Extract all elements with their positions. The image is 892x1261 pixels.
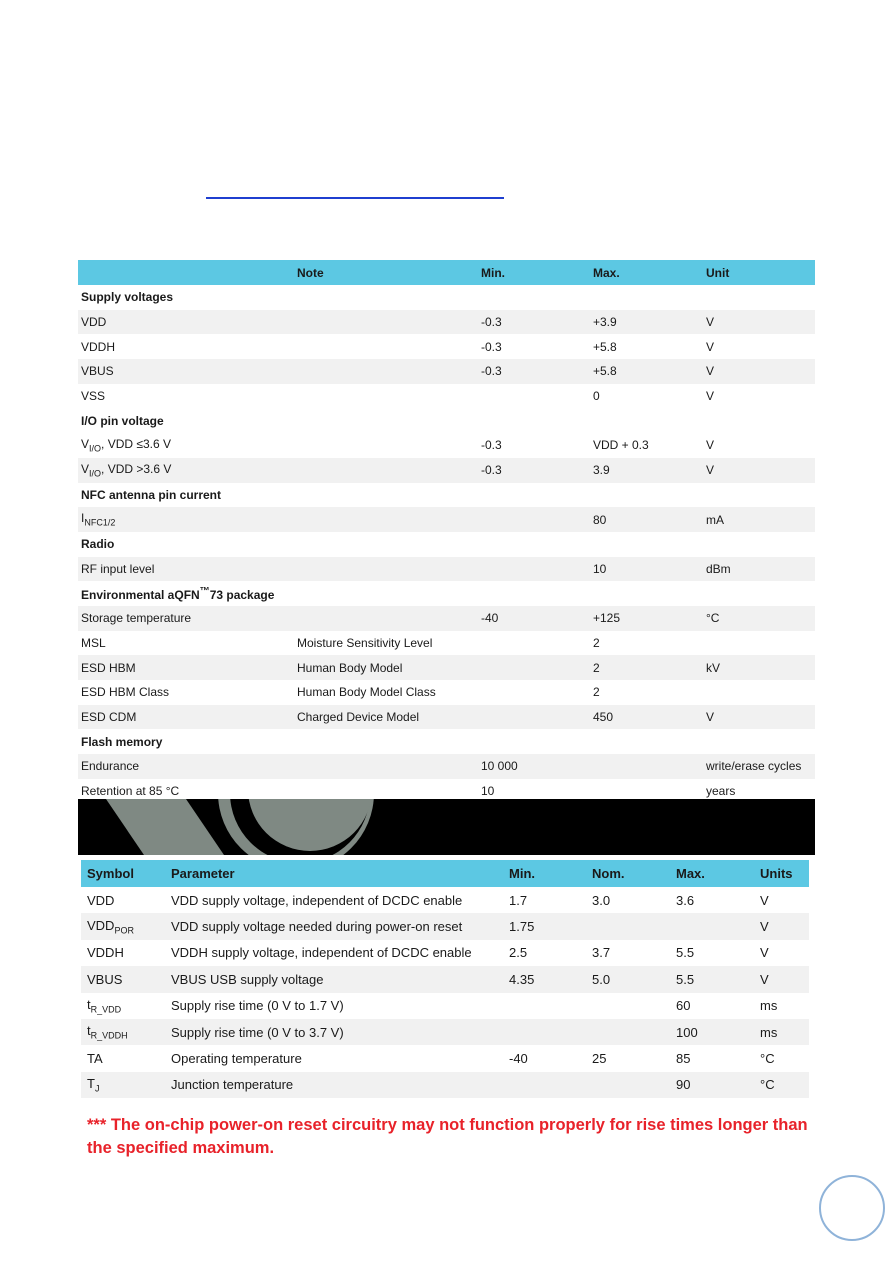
link-underline [206,197,504,199]
parameter-main: V [81,461,90,476]
table-row [78,359,815,384]
parameter-cell: Radio [81,537,115,552]
unit-cell: write/erase cycles [703,754,815,779]
table-row [81,1072,809,1098]
symbol-cell [81,913,165,939]
parameter-cell [78,458,294,483]
parameter-subscript: NFC1/2 [84,517,116,528]
unit-cell: dBm [703,557,815,582]
parameter-subscript: I/O [89,443,102,454]
parameter-cell: Storage temperature [78,606,294,631]
empty-cell [590,483,703,508]
unit-cell: ms [754,1019,809,1045]
min-cell: -0.3 [478,359,590,384]
unit-cell: V [760,945,769,961]
absolute-max-ratings-table [78,260,815,798]
symbol-cell [81,1072,165,1098]
max-cell [590,754,703,779]
operating-conditions-table [81,860,809,1098]
parameter-cell: VBUS USB supply voltage [165,966,503,992]
max-cell: +3.9 [590,310,703,335]
empty-cell [590,532,703,557]
unit-cell: °C [760,1051,775,1067]
parameter-cell: VDDH supply voltage, independent of DCDC enable [171,945,472,961]
unit-cell: V [706,438,715,453]
symbol-main: VDDH [87,945,124,961]
table-row [78,433,815,458]
header-cell: Max. [590,260,703,285]
min-cell: 4.35 [503,966,586,992]
min-cell [478,557,590,582]
min-cell [478,631,590,656]
min-cell [478,384,590,409]
unit-cell: V [703,310,815,335]
table-row [78,458,815,483]
table-row [81,993,809,1019]
table-row [78,754,815,779]
parameter-cell: Operating temperature [171,1051,302,1067]
max-cell: +5.8 [590,359,703,384]
parameter-rest: 73 package [209,587,275,602]
note-cell [294,754,478,779]
empty-cell [703,483,815,508]
note-cell [294,384,478,409]
parameter-superscript: ™ [199,585,210,597]
parameter-cell: VDD supply voltage, independent of DCDC enable [171,892,463,908]
max-cell: 3.6 [676,892,695,908]
nom-cell: 5.0 [586,966,670,992]
unit-cell: V [703,705,815,730]
parameter-cell: NFC antenna pin current [81,487,222,502]
parameter-main: Environmental aQFN [81,587,200,602]
parameter-cell: Supply voltages [81,290,174,305]
symbol-main: VBUS [87,971,123,987]
parameter-cell: RF input level [78,557,294,582]
nom-cell: 3.0 [592,892,611,908]
parameter-cell: VBUS [78,359,294,384]
empty-cell [478,483,590,508]
empty-cell [478,729,590,754]
symbol-cell [81,1019,165,1045]
unit-cell: V [760,892,769,908]
parameter-cell: VSS [81,389,106,404]
unit-cell: °C [754,1072,809,1098]
unit-cell: ms [760,998,778,1014]
header-cell: Max. [670,860,754,887]
header-cell: Units [754,860,809,887]
table-row [81,1019,809,1045]
empty-cell [703,408,815,433]
min-cell [478,680,590,705]
table-row [81,1045,809,1071]
empty-cell [590,285,703,310]
max-cell: +125 [590,606,703,631]
table-row [78,779,815,798]
table-row [78,655,815,680]
empty-cell [703,581,815,606]
empty-cell [294,285,478,310]
dark-image-band [78,799,815,855]
header-cell: Parameter [165,860,503,887]
parameter-cell: Flash memory [81,734,163,749]
min-cell: -40 [478,606,590,631]
min-cell: 1.7 [509,892,528,908]
min-cell [478,705,590,730]
min-cell: 1.75 [503,913,586,939]
table-row [78,631,815,656]
empty-cell [590,581,703,606]
unit-cell: mA [703,507,815,532]
section-row [78,581,815,606]
empty-cell [703,285,815,310]
symbol-main: VDD [87,917,115,933]
note-cell [294,606,478,631]
section-row [78,408,815,433]
section-row [78,483,815,508]
header-cell: Symbol [81,860,165,887]
empty-cell [478,532,590,557]
parameter-cell: Retention at 85 °C [81,783,180,798]
min-cell [478,655,590,680]
parameter-cell: MSL [81,635,106,650]
min-cell [503,1019,586,1045]
table-row [78,507,815,532]
max-cell [670,913,754,939]
note-cell: Human Body Model [294,655,478,680]
nom-cell [586,993,670,1019]
note-cell [294,433,478,458]
parameter-cell: Junction temperature [165,1072,503,1098]
parameter-cell [78,433,294,458]
symbol-main: VDD [87,892,115,908]
unit-cell: V [703,458,815,483]
min-cell: 10 000 [478,754,590,779]
empty-cell [478,408,590,433]
max-cell: +5.8 [593,339,617,354]
parameter-cell: VDD [78,310,294,335]
empty-cell [294,581,478,606]
max-cell: 2 [593,635,600,650]
unit-cell: V [706,389,715,404]
nom-cell: 25 [592,1051,607,1067]
section-row [78,729,815,754]
note-cell [294,359,478,384]
unit-cell: °C [703,606,815,631]
empty-cell [703,532,815,557]
min-cell [503,1072,586,1098]
unit-cell: years [706,783,736,798]
section-row [78,532,815,557]
header-cell [78,260,294,285]
min-cell: -0.3 [478,310,590,335]
symbol-subscript: J [94,1083,100,1094]
symbol-cell [81,966,165,992]
parameter-cell: VDDH [81,339,116,354]
max-cell: 85 [676,1051,691,1067]
header-cell: Note [294,260,478,285]
symbol-main: t [87,1023,91,1039]
parameter-cell: Supply rise time (0 V to 1.7 V) [171,998,344,1014]
min-cell: -0.3 [481,438,502,453]
empty-cell [478,581,590,606]
parameter-cell: Supply rise time (0 V to 3.7 V) [165,1019,503,1045]
max-cell: 2 [593,685,600,700]
empty-cell [590,729,703,754]
max-cell: 5.5 [676,945,695,961]
note-cell [294,779,478,798]
rise-time-warning-note: *** The on-chip power-on reset circuitry may not function properly for rise times longer than the specified maximum. [87,1116,808,1157]
parameter-cell: Endurance [78,754,294,779]
table-row [81,887,809,913]
empty-cell [478,285,590,310]
nom-cell [586,913,670,939]
unit-cell: V [754,966,809,992]
table-row [78,680,815,705]
min-cell [478,507,590,532]
max-cell: 0 [593,389,600,404]
grey-shapes-graphic [78,799,815,855]
empty-cell [294,532,478,557]
table-header-row [78,260,815,285]
min-cell: 10 [481,783,495,798]
max-cell: 450 [590,705,703,730]
empty-cell [294,408,478,433]
parameter-cell: I/O pin voltage [81,413,164,428]
table-row [81,913,809,939]
symbol-subscript: R_VDDH [90,1030,128,1041]
note-cell: Human Body Model Class [297,685,436,700]
parameter-cell [78,581,294,606]
empty-cell [294,483,478,508]
parameter-rest: , VDD >3.6 V [101,461,172,476]
parameter-cell: ESD CDM [78,705,294,730]
page-number-circle [819,1175,885,1241]
symbol-main: TA [87,1051,103,1067]
min-cell [503,993,586,1019]
unit-cell [703,631,815,656]
unit-cell: V [706,339,715,354]
parameter-cell [78,507,294,532]
max-cell: 100 [670,1019,754,1045]
table-row [78,310,815,335]
symbol-cell [81,993,165,1019]
max-cell: 80 [590,507,703,532]
max-cell: 10 [590,557,703,582]
header-cell: Min. [478,260,590,285]
nom-cell [586,1072,670,1098]
empty-cell [590,408,703,433]
note-cell [294,458,478,483]
max-cell: 5.5 [670,966,754,992]
table-row [78,557,815,582]
parameter-cell: ESD HBM [78,655,294,680]
unit-cell: V [703,359,815,384]
note-cell [294,334,478,359]
unit-cell: kV [703,655,815,680]
parameter-main: V [81,437,90,452]
parameter-subscript: I/O [89,468,102,479]
note-cell [294,310,478,335]
min-cell: -0.3 [481,339,502,354]
min-cell: 2.5 [509,945,528,961]
table-row [78,334,815,359]
nom-cell: 3.7 [592,945,611,961]
table-row [78,705,815,730]
parameter-rest: , VDD ≤3.6 V [101,437,171,452]
symbol-main: T [87,1076,95,1092]
parameter-cell: ESD HBM Class [81,685,170,700]
table-row [78,606,815,631]
table-row [81,940,809,966]
max-cell: 90 [670,1072,754,1098]
empty-cell [294,729,478,754]
max-cell: 3.9 [590,458,703,483]
symbol-subscript: R_VDD [90,1004,122,1015]
note-cell: Moisture Sensitivity Level [297,635,433,650]
note-cell [294,557,478,582]
unit-cell [703,680,815,705]
table-row [78,384,815,409]
table-header-row [81,860,809,887]
symbol-cell [81,887,165,913]
header-cell: Min. [503,860,586,887]
max-cell: 60 [676,998,691,1014]
table-row [81,966,809,992]
note-cell: Charged Device Model [294,705,478,730]
min-cell: -40 [509,1051,528,1067]
section-row [78,285,815,310]
max-cell [590,779,703,798]
parameter-cell: VDD supply voltage needed during power-on reset [165,913,503,939]
symbol-main: t [87,996,91,1012]
symbol-cell [81,1045,165,1071]
max-cell: 2 [590,655,703,680]
header-cell: Unit [703,260,815,285]
min-cell: -0.3 [478,458,590,483]
unit-cell: V [754,913,809,939]
symbol-subscript: POR [114,925,134,936]
empty-cell [703,729,815,754]
symbol-cell [81,940,165,966]
max-cell: VDD + 0.3 [593,438,649,453]
nom-cell [586,1019,670,1045]
parameter-main: I [81,511,85,526]
header-cell: Nom. [586,860,670,887]
note-cell [294,507,478,532]
